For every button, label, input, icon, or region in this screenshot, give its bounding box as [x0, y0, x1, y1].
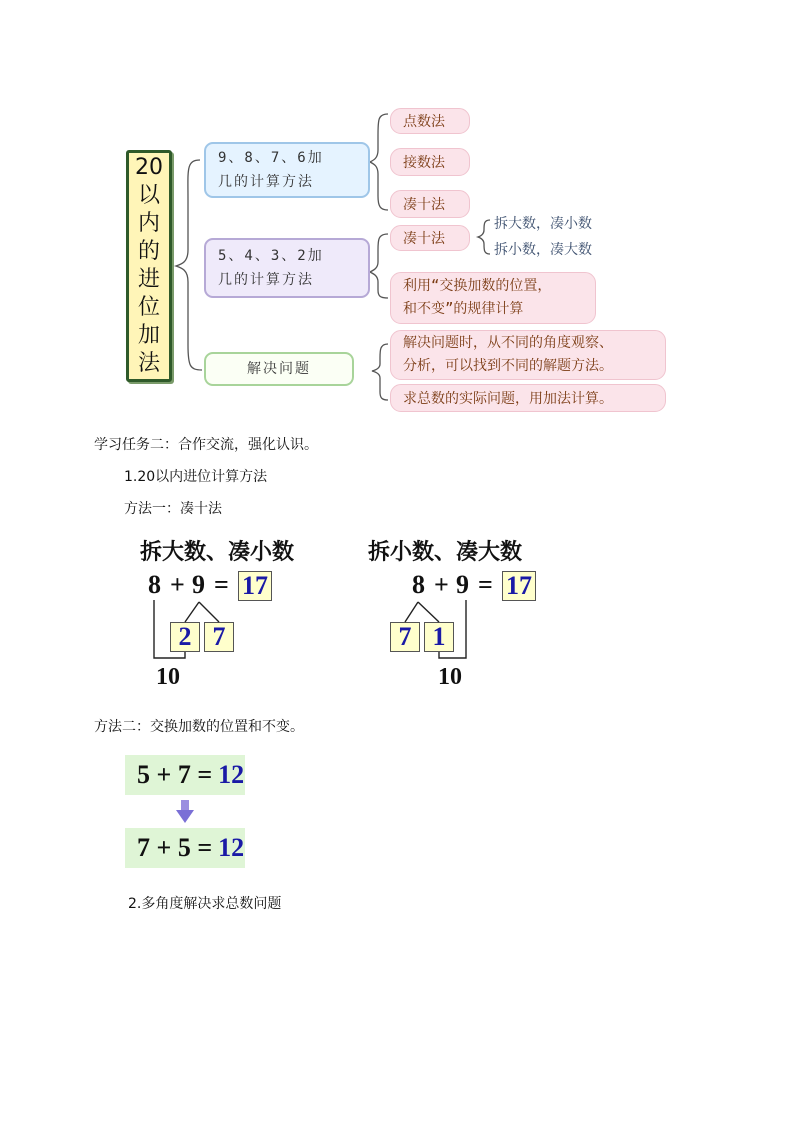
swap-bottom-box [125, 828, 245, 868]
root-char: 的 [137, 239, 160, 264]
swap-bottom-result: 12 [218, 833, 245, 862]
branch-line: 几的计算方法 [218, 174, 314, 190]
method-1-title: 方法一：凑十法 [124, 501, 222, 517]
sub-split-big: 拆大数，凑小数 [494, 216, 592, 232]
right-heading: 拆小数、凑大数 [368, 539, 523, 565]
left-ten: 10 [156, 664, 180, 690]
swap-top-result: 12 [218, 760, 245, 789]
right-part1-box: 7 [390, 622, 420, 652]
task-title: 学习任务二：合作交流，强化认识。 [94, 437, 318, 453]
root-char: 进 [137, 267, 160, 292]
left-result-box: 17 [238, 571, 272, 601]
right-a: 8 [412, 570, 425, 599]
left-eq: = [214, 570, 229, 599]
branch-solve: 解决问题 [204, 352, 354, 386]
right-eq: = [478, 570, 493, 599]
root-char: 20 [135, 155, 163, 180]
root-char: 加 [137, 323, 160, 348]
swap-top-box [125, 755, 245, 795]
left-part2-box: 7 [204, 622, 234, 652]
swap-top-expr: 5 + 7 = [137, 760, 213, 789]
right-part2-box: 1 [424, 622, 454, 652]
leaf-dots: 点数法 [390, 108, 470, 134]
branch-line: 9、8、7、6加 [218, 150, 324, 166]
branch-line: 几的计算方法 [218, 272, 314, 288]
leaf-line: 和不变”的规律计算 [403, 301, 524, 317]
right-op: + [434, 570, 449, 599]
root-char: 法 [137, 351, 160, 376]
leaf-total: 求总数的实际问题，用加法计算。 [390, 384, 666, 412]
arrow-down-icon [175, 800, 195, 824]
root-char: 位 [137, 295, 160, 320]
right-ten: 10 [438, 664, 462, 690]
left-a: 8 [148, 570, 161, 599]
swap-bottom-expr: 7 + 5 = [137, 833, 213, 862]
root-char: 内 [137, 211, 160, 236]
section-2-title: 2.多角度解决求总数问题 [128, 896, 282, 912]
left-b: 9 [192, 570, 205, 599]
section-1-title: 1.20以内进位计算方法 [124, 469, 268, 485]
leaf-line: 利用“交换加数的位置， [403, 278, 552, 294]
leaf-line: 解决问题时，从不同的角度观察、 [403, 335, 613, 351]
right-b: 9 [456, 570, 469, 599]
root-char: 以 [137, 183, 160, 208]
leaf-make-ten: 凑十法 [390, 190, 470, 218]
leaf-count-on: 接数法 [390, 148, 470, 176]
right-result-box: 17 [502, 571, 536, 601]
leaf-make-ten-2: 凑十法 [390, 225, 470, 251]
sub-split-small: 拆小数，凑大数 [494, 242, 592, 258]
leaf-line: 分析，可以找到不同的解题方法。 [403, 358, 613, 374]
left-op: + [170, 570, 185, 599]
left-heading: 拆大数、凑小数 [140, 539, 295, 565]
branch-line: 5、4、3、2加 [218, 248, 324, 264]
left-part1-box: 2 [170, 622, 200, 652]
method-2-title: 方法二：交换加数的位置和不变。 [94, 719, 304, 735]
